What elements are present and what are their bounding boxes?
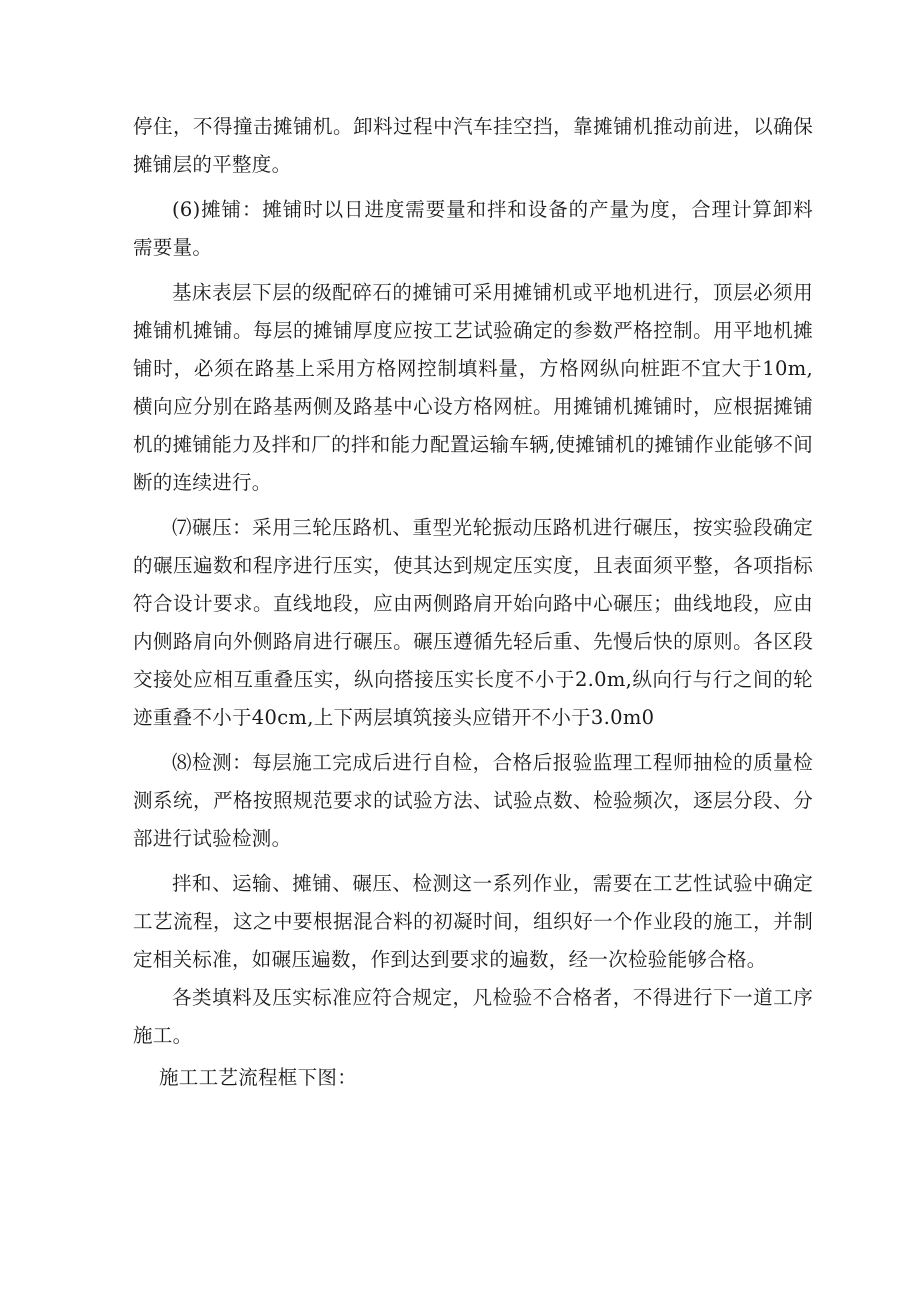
document-body	[133, 108, 813, 1097]
paragraph-inspection: ⑻检测：每层施工完成后进行自检，合格后报验监理工程师抽检的质量检测系统，严格按照规范要求的试验方法、试验点数、检验频次，逐层分段、分部进行试验检测。	[133, 751, 813, 850]
paragraph-rolling: ⑺碾压：采用三轮压路机、重型光轮振动压路机进行碾压，按实验段确定的碾压遍数和程序进行压实，使其达到规定压实度，且表面须平整，各项指标符合设计要求。直线地段，应由两侧路肩开始向路中心碾压；曲线地段，应由内侧路肩向外侧路肩进行碾压。碾压遵循先轻后重、先慢后快的原则。各区段交接处应相互重叠压实，纵向搭接压实长度不小于2.0m,纵向行与行之间的轮迹重叠不小于40cm,上下两层填筑接头应错开不小于3.0m0	[133, 516, 813, 729]
paragraph-paving-step: (6)摊铺：摊铺时以日进度需要量和拌和设备的产量为度，合理计算卸料需要量。	[133, 198, 813, 259]
paragraph-unloading: 停住，不得撞击摊铺机。卸料过程中汽车挂空挡，靠摊铺机推动前进，以确保摊铺层的平整度。	[133, 115, 813, 176]
paragraph-flowchart-caption: 施工工艺流程框下图：	[159, 1066, 358, 1089]
paragraph-paving-method: 基床表层下层的级配碎石的摊铺可采用摊铺机或平地机进行，顶层必须用摊铺机摊铺。每层的摊铺厚度应按工艺试验确定的参数严格控制。用平地机摊铺时，必须在路基上采用方格网控制填料量，方格网纵向桩距不宜大于10m,横向应分别在路基两侧及路基中心设方格网桩。用摊铺机摊铺时，应根据摊铺机的摊铺能力及拌和厂的拌和能力配置运输车辆,使摊铺机的摊铺作业能够不间断的连续进行。	[133, 281, 813, 494]
paragraph-standards: 各类填料及压实标准应符合规定，凡检验不合格者，不得进行下一道工序施工。	[133, 986, 813, 1047]
paragraph-process: 拌和、运输、摊铺、碾压、检测这一系列作业，需要在工艺性试验中确定工艺流程，这之中要根据混合料的初凝时间，组织好一个作业段的施工，并制定相关标准，如碾压遍数，作到达到要求的遍数，经一次检验能够合格。	[133, 872, 813, 971]
